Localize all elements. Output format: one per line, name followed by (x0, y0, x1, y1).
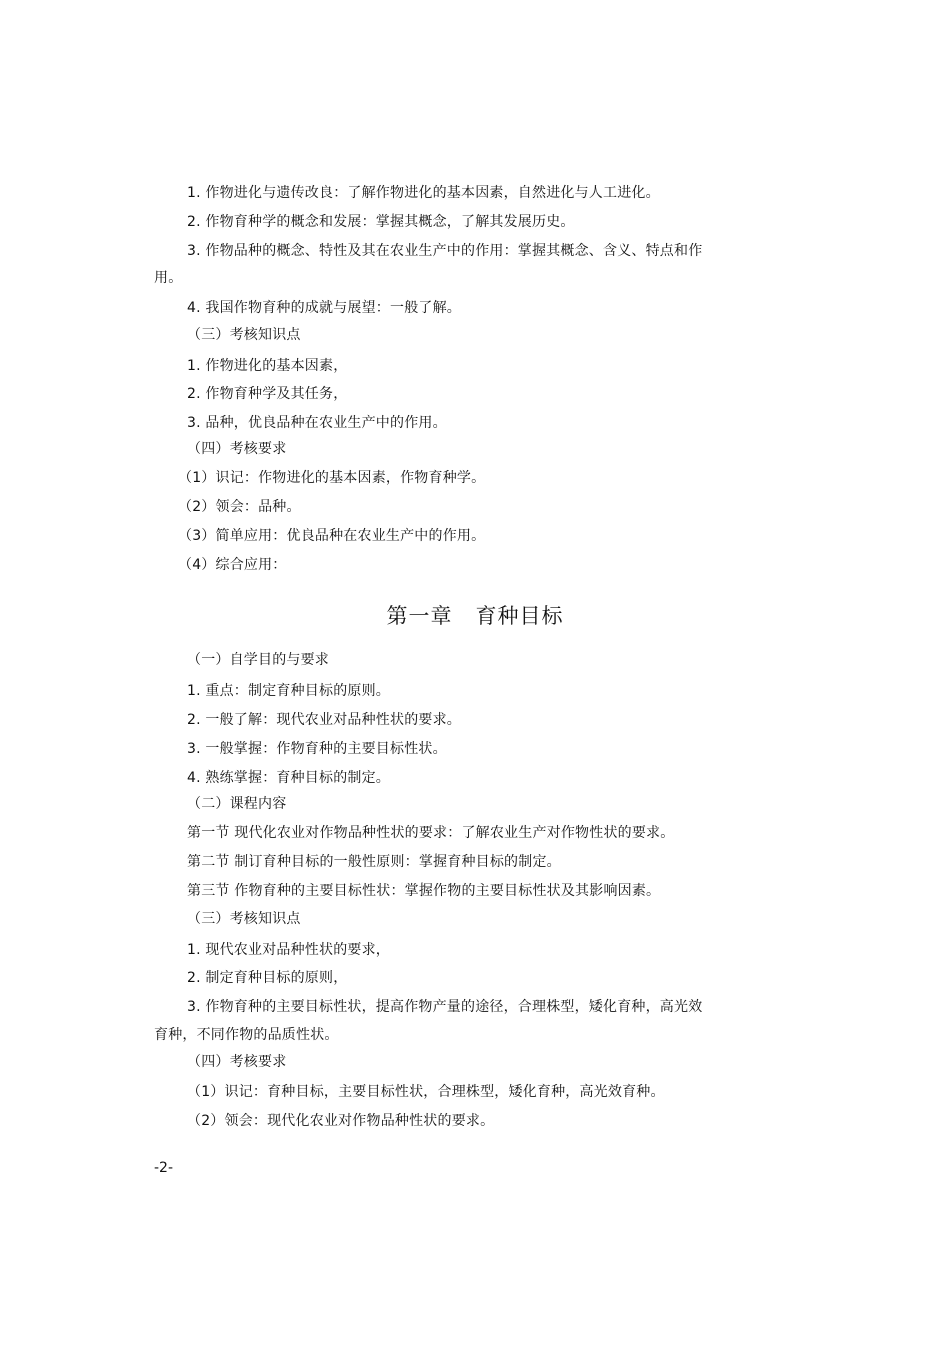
section-heading: （四）考核要求 (187, 441, 287, 457)
section-heading: （三）考核知识点 (187, 327, 301, 343)
text-line: 用。 (154, 270, 183, 286)
text-line: （1）识记：作物进化的基本因素，作物育种学。 (178, 470, 486, 486)
text-line: 2. 一般了解：现代农业对品种性状的要求。 (187, 712, 462, 728)
text-line: 3. 一般掌握：作物育种的主要目标性状。 (187, 741, 447, 757)
text-line: 第二节 制订育种目标的一般性原则：掌握育种目标的制定。 (187, 854, 561, 870)
text-line: 3. 作物品种的概念、特性及其在农业生产中的作用：掌握其概念、含义、特点和作 (187, 243, 703, 259)
text-line: 育种，不同作物的品质性状。 (154, 1027, 339, 1043)
chapter-title: 第一章 育种目标 (386, 604, 564, 628)
text-line: 第三节 作物育种的主要目标性状：掌握作物的主要目标性状及其影响因素。 (187, 883, 661, 899)
text-line: 2. 作物育种学及其任务， (187, 386, 348, 402)
section-heading: （四）考核要求 (187, 1054, 287, 1070)
text-line: 2. 作物育种学的概念和发展：掌握其概念，了解其发展历史。 (187, 214, 575, 230)
text-line: （4）综合应用： (178, 557, 287, 573)
section-heading: （三）考核知识点 (187, 911, 301, 927)
text-line: 1. 重点：制定育种目标的原则。 (187, 683, 391, 699)
text-line: （3）简单应用：优良品种在农业生产中的作用。 (178, 528, 486, 544)
text-line: 1. 现代农业对品种性状的要求， (187, 942, 391, 958)
text-line: （2）领会：现代化农业对作物品种性状的要求。 (187, 1113, 495, 1129)
text-line: 1. 作物进化的基本因素， (187, 358, 348, 374)
text-line: 2. 制定育种目标的原则， (187, 970, 348, 986)
text-line: 1. 作物进化与遗传改良：了解作物进化的基本因素，自然进化与人工进化。 (187, 185, 660, 201)
text-line: （1）识记：育种目标，主要目标性状，合理株型，矮化育种，高光效育种。 (187, 1084, 665, 1100)
section-heading: （二）课程内容 (187, 796, 287, 812)
text-line: 第一节 现代化农业对作物品种性状的要求：了解农业生产对作物性状的要求。 (187, 825, 675, 841)
section-heading: （一）自学目的与要求 (187, 652, 329, 668)
text-line: （2）领会：品种。 (178, 499, 301, 515)
page-number: -2- (154, 1160, 174, 1176)
text-line: 3. 作物育种的主要目标性状，提高作物产量的途径，合理株型，矮化育种，高光效 (187, 999, 703, 1015)
text-line: 3. 品种，优良品种在农业生产中的作用。 (187, 415, 447, 431)
text-line: 4. 我国作物育种的成就与展望：一般了解。 (187, 300, 462, 316)
text-line: 4. 熟练掌握：育种目标的制定。 (187, 770, 391, 786)
